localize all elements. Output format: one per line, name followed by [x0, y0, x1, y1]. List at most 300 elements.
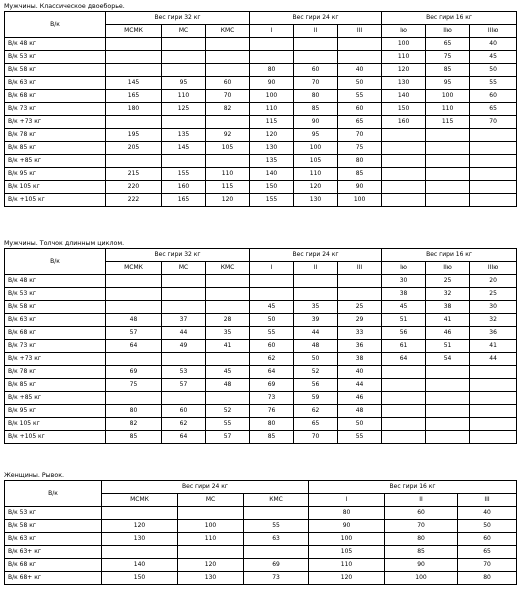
norm-cell: 115	[206, 181, 250, 194]
weight-category-cell: В/к 63 кг	[5, 314, 106, 327]
norm-cell: 60	[294, 64, 338, 77]
norm-cell: 50	[458, 520, 517, 533]
norm-cell: 55	[338, 431, 382, 444]
norm-cell: 60	[206, 77, 250, 90]
norm-cell: 80	[294, 90, 338, 103]
section-title: Мужчины. Толчок длинным циклом.	[4, 240, 125, 247]
weight-group-header: Вес гири 24 кг	[102, 481, 309, 494]
norm-cell	[206, 116, 250, 129]
table-row	[5, 353, 517, 366]
norm-cell: 64	[382, 353, 426, 366]
norm-cell: 160	[162, 181, 206, 194]
weight-category-cell: В/к 58 кг	[5, 301, 106, 314]
table-row	[5, 546, 517, 559]
section-title: Мужчины. Классическое двоеборье.	[4, 3, 125, 10]
norm-cell: 62	[294, 405, 338, 418]
norm-cell: 92	[206, 129, 250, 142]
norm-cell	[382, 379, 426, 392]
norm-cell: 45	[250, 301, 294, 314]
norm-cell: 85	[250, 431, 294, 444]
rank-header: I	[250, 25, 294, 38]
norm-cell: 115	[250, 116, 294, 129]
norm-cell: 41	[206, 340, 250, 353]
norm-cell: 155	[162, 168, 206, 181]
norm-cell: 110	[178, 533, 244, 546]
norm-cell: 65	[426, 38, 470, 51]
table-body	[5, 249, 517, 444]
norm-cell	[470, 418, 517, 431]
norm-cell: 120	[309, 572, 385, 585]
rank-header: МСМК	[106, 262, 162, 275]
table-row	[5, 51, 517, 64]
norm-cell	[250, 275, 294, 288]
norm-cell: 63	[244, 533, 309, 546]
norms-table	[4, 11, 517, 207]
norm-cell	[338, 38, 382, 51]
norm-cell: 30	[382, 275, 426, 288]
section-title: Женщины. Рывок.	[4, 472, 65, 479]
weight-category-cell: В/к 85 кг	[5, 379, 106, 392]
rank-header: IIю	[426, 25, 470, 38]
rank-header: II	[385, 494, 458, 507]
norm-cell: 49	[162, 340, 206, 353]
norm-cell	[162, 288, 206, 301]
norm-cell	[470, 431, 517, 444]
norm-cell	[470, 379, 517, 392]
norm-cell	[206, 51, 250, 64]
norm-cell	[470, 129, 517, 142]
norm-cell: 120	[102, 520, 178, 533]
norm-cell: 65	[294, 418, 338, 431]
norm-cell	[338, 51, 382, 64]
norm-cell: 57	[206, 431, 250, 444]
norm-cell: 100	[250, 90, 294, 103]
table-row	[5, 559, 517, 572]
weight-category-cell: В/к 58 кг	[5, 520, 102, 533]
weight-group-header: Вес гири 16 кг	[382, 12, 517, 25]
norm-cell	[426, 168, 470, 181]
table-row	[5, 155, 517, 168]
category-header: В/к	[5, 481, 102, 507]
norm-cell	[106, 51, 162, 64]
rank-header: IIIю	[470, 25, 517, 38]
norm-cell: 44	[338, 379, 382, 392]
table-row	[5, 116, 517, 129]
norm-cell: 36	[470, 327, 517, 340]
norm-cell: 25	[426, 275, 470, 288]
norm-cell: 51	[382, 314, 426, 327]
norm-cell	[470, 405, 517, 418]
norm-cell: 62	[162, 418, 206, 431]
norm-cell	[470, 181, 517, 194]
table-row	[5, 340, 517, 353]
norm-cell: 90	[294, 116, 338, 129]
rank-header: МСМК	[102, 494, 178, 507]
weight-category-cell: В/к +105 кг	[5, 431, 106, 444]
rank-header: Iю	[382, 262, 426, 275]
norm-cell: 48	[294, 340, 338, 353]
norm-cell: 50	[470, 64, 517, 77]
header-row-groups	[5, 249, 517, 262]
norm-cell: 110	[426, 103, 470, 116]
norm-cell: 125	[162, 103, 206, 116]
norm-cell	[162, 392, 206, 405]
norm-cell	[382, 129, 426, 142]
table-row	[5, 301, 517, 314]
norm-cell: 32	[426, 288, 470, 301]
norm-cell	[294, 275, 338, 288]
norm-cell: 75	[106, 379, 162, 392]
norm-cell: 73	[250, 392, 294, 405]
norm-cell	[206, 155, 250, 168]
norm-cell: 35	[294, 301, 338, 314]
norm-cell: 45	[206, 366, 250, 379]
norm-cell: 95	[426, 77, 470, 90]
norm-cell: 32	[470, 314, 517, 327]
norm-cell	[294, 288, 338, 301]
norm-cell: 120	[294, 181, 338, 194]
norm-cell: 110	[382, 51, 426, 64]
norm-cell	[426, 392, 470, 405]
table-row	[5, 533, 517, 546]
header-row-groups	[5, 481, 517, 494]
norm-cell	[382, 142, 426, 155]
norm-cell: 64	[106, 340, 162, 353]
norm-cell	[426, 418, 470, 431]
weight-category-cell: В/к +85 кг	[5, 392, 106, 405]
norm-cell: 44	[162, 327, 206, 340]
norm-cell: 82	[206, 103, 250, 116]
norm-cell: 20	[470, 275, 517, 288]
weight-group-header: Вес гири 24 кг	[250, 12, 382, 25]
norm-cell	[382, 392, 426, 405]
rank-header: МС	[178, 494, 244, 507]
norm-cell: 100	[382, 38, 426, 51]
rank-header: МСМК	[106, 25, 162, 38]
norm-cell: 60	[162, 405, 206, 418]
norm-cell: 36	[338, 340, 382, 353]
norm-cell: 48	[338, 405, 382, 418]
table-row	[5, 168, 517, 181]
norm-cell: 80	[250, 418, 294, 431]
norm-cell	[106, 155, 162, 168]
norm-cell: 38	[382, 288, 426, 301]
norm-cell	[206, 301, 250, 314]
norm-cell: 100	[426, 90, 470, 103]
norm-cell	[244, 546, 309, 559]
weight-category-cell: В/к 68 кг	[5, 327, 106, 340]
table-row	[5, 77, 517, 90]
weight-category-cell: В/к 63 кг	[5, 77, 106, 90]
table-row	[5, 129, 517, 142]
norm-cell: 120	[206, 194, 250, 207]
norm-cell: 45	[382, 301, 426, 314]
norm-cell	[102, 546, 178, 559]
norm-cell	[162, 301, 206, 314]
category-header: В/к	[5, 249, 106, 275]
norm-cell: 73	[244, 572, 309, 585]
norm-cell	[294, 51, 338, 64]
table-body	[5, 12, 517, 207]
norm-cell: 105	[294, 155, 338, 168]
header-row-groups	[5, 12, 517, 25]
norm-cell: 29	[338, 314, 382, 327]
norm-cell: 38	[338, 353, 382, 366]
norm-cell: 40	[458, 507, 517, 520]
table-row	[5, 405, 517, 418]
norm-cell: 195	[106, 129, 162, 142]
norm-cell: 215	[106, 168, 162, 181]
norm-cell	[206, 353, 250, 366]
norm-cell	[426, 129, 470, 142]
norm-cell: 130	[250, 142, 294, 155]
norm-cell	[382, 366, 426, 379]
norm-cell	[162, 353, 206, 366]
norm-cell	[382, 418, 426, 431]
rank-header: МС	[162, 262, 206, 275]
table-row	[5, 507, 517, 520]
norm-cell: 35	[206, 327, 250, 340]
norm-cell	[178, 546, 244, 559]
rank-header: IIIю	[470, 262, 517, 275]
norm-cell: 80	[106, 405, 162, 418]
norm-cell: 60	[385, 507, 458, 520]
norm-cell: 25	[470, 288, 517, 301]
table-section-men-biathlon	[4, 3, 516, 207]
weight-category-cell: В/к +105 кг	[5, 194, 106, 207]
norm-cell: 57	[106, 327, 162, 340]
norm-cell: 150	[102, 572, 178, 585]
norm-cell: 64	[162, 431, 206, 444]
norm-cell: 37	[162, 314, 206, 327]
norm-cell	[162, 64, 206, 77]
rank-header: КМС	[244, 494, 309, 507]
norm-cell	[426, 366, 470, 379]
weight-category-cell: В/к 58 кг	[5, 64, 106, 77]
weight-category-cell: В/к 95 кг	[5, 405, 106, 418]
norm-cell: 222	[106, 194, 162, 207]
table-row	[5, 572, 517, 585]
norm-cell	[470, 142, 517, 155]
norm-cell: 145	[162, 142, 206, 155]
weight-category-cell: В/к 95 кг	[5, 168, 106, 181]
table-body	[5, 481, 517, 585]
norm-cell: 75	[426, 51, 470, 64]
norm-cell: 85	[426, 64, 470, 77]
norm-cell	[178, 507, 244, 520]
norm-cell: 115	[426, 116, 470, 129]
norm-cell: 65	[458, 546, 517, 559]
rank-header: Iю	[382, 25, 426, 38]
norm-cell	[162, 51, 206, 64]
weight-category-cell: В/к 48 кг	[5, 38, 106, 51]
norm-cell	[426, 379, 470, 392]
norm-cell	[162, 38, 206, 51]
norm-cell	[426, 405, 470, 418]
rank-header: КМС	[206, 262, 250, 275]
norm-cell: 25	[338, 301, 382, 314]
norm-cell: 69	[244, 559, 309, 572]
norm-cell: 64	[250, 366, 294, 379]
table-row	[5, 431, 517, 444]
norm-cell: 51	[426, 340, 470, 353]
norm-cell: 120	[250, 129, 294, 142]
norm-cell: 80	[385, 533, 458, 546]
norm-cell: 85	[338, 168, 382, 181]
norm-cell	[382, 431, 426, 444]
norm-cell	[162, 155, 206, 168]
table-row	[5, 392, 517, 405]
table-row	[5, 194, 517, 207]
table-row	[5, 520, 517, 533]
weight-category-cell: В/к 73 кг	[5, 103, 106, 116]
table-row	[5, 64, 517, 77]
norm-cell	[106, 353, 162, 366]
norm-cell: 70	[385, 520, 458, 533]
table-section-men-long-cycle	[4, 240, 516, 444]
weight-category-cell: В/к 105 кг	[5, 181, 106, 194]
rank-header: КМС	[206, 25, 250, 38]
norm-cell: 100	[385, 572, 458, 585]
norm-cell: 60	[458, 533, 517, 546]
norm-cell: 80	[338, 155, 382, 168]
norm-cell: 65	[470, 103, 517, 116]
norm-cell: 220	[106, 181, 162, 194]
norm-cell: 61	[382, 340, 426, 353]
norm-cell: 59	[294, 392, 338, 405]
rank-header: I	[250, 262, 294, 275]
rank-header: МС	[162, 25, 206, 38]
norm-cell: 90	[338, 181, 382, 194]
norm-cell: 130	[382, 77, 426, 90]
norm-cell	[426, 194, 470, 207]
norm-cell: 70	[206, 90, 250, 103]
norm-cell: 95	[162, 77, 206, 90]
norm-cell	[106, 275, 162, 288]
norm-cell: 85	[106, 431, 162, 444]
norm-cell: 60	[470, 90, 517, 103]
weight-category-cell: В/к 48 кг	[5, 275, 106, 288]
norm-cell: 55	[250, 327, 294, 340]
norm-cell	[294, 38, 338, 51]
category-header: В/к	[5, 12, 106, 38]
weight-category-cell: В/к 73 кг	[5, 340, 106, 353]
weight-category-cell: В/к 53 кг	[5, 288, 106, 301]
norm-cell: 62	[250, 353, 294, 366]
norm-cell: 40	[470, 38, 517, 51]
norm-cell: 110	[309, 559, 385, 572]
table-row	[5, 38, 517, 51]
norm-cell: 120	[178, 559, 244, 572]
norm-cell: 48	[106, 314, 162, 327]
norm-cell	[382, 155, 426, 168]
norm-cell: 40	[338, 64, 382, 77]
norm-cell	[470, 168, 517, 181]
norm-cell: 38	[426, 301, 470, 314]
norm-cell: 57	[162, 379, 206, 392]
norm-cell	[250, 38, 294, 51]
norms-table	[4, 480, 517, 585]
norm-cell: 70	[294, 431, 338, 444]
norm-cell: 180	[106, 103, 162, 116]
norm-cell: 110	[250, 103, 294, 116]
norm-cell: 165	[162, 194, 206, 207]
norm-cell	[426, 155, 470, 168]
norm-cell	[162, 116, 206, 129]
rank-header: III	[338, 262, 382, 275]
norm-cell: 52	[294, 366, 338, 379]
norm-cell: 140	[102, 559, 178, 572]
table-row	[5, 314, 517, 327]
norm-cell: 110	[206, 168, 250, 181]
norm-cell: 80	[250, 64, 294, 77]
weight-group-header: Вес гири 32 кг	[106, 249, 250, 262]
weight-group-header: Вес гири 24 кг	[250, 249, 382, 262]
rank-header: III	[458, 494, 517, 507]
table-row	[5, 288, 517, 301]
norm-cell: 60	[250, 340, 294, 353]
norm-cell: 70	[470, 116, 517, 129]
norm-cell: 90	[250, 77, 294, 90]
weight-category-cell: В/к 105 кг	[5, 418, 106, 431]
norm-cell: 65	[338, 116, 382, 129]
norm-cell: 75	[338, 142, 382, 155]
norm-cell: 70	[338, 129, 382, 142]
table-row	[5, 90, 517, 103]
norm-cell: 82	[106, 418, 162, 431]
table-row	[5, 275, 517, 288]
table-row	[5, 327, 517, 340]
norm-cell: 135	[250, 155, 294, 168]
norm-cell: 45	[470, 51, 517, 64]
weight-category-cell: В/к 53 кг	[5, 507, 102, 520]
norm-cell: 50	[338, 418, 382, 431]
norm-cell: 110	[294, 168, 338, 181]
norm-cell	[106, 64, 162, 77]
norm-cell: 85	[294, 103, 338, 116]
norm-cell: 205	[106, 142, 162, 155]
norms-table	[4, 248, 517, 444]
norm-cell: 100	[338, 194, 382, 207]
rank-header: III	[338, 25, 382, 38]
norm-cell: 48	[206, 379, 250, 392]
norm-cell	[206, 64, 250, 77]
norm-cell: 130	[178, 572, 244, 585]
norm-cell: 54	[426, 353, 470, 366]
weight-group-header: Вес гири 32 кг	[106, 12, 250, 25]
norm-cell: 39	[294, 314, 338, 327]
norm-cell: 50	[294, 353, 338, 366]
norm-cell	[106, 38, 162, 51]
norm-cell: 100	[178, 520, 244, 533]
norm-cell: 76	[250, 405, 294, 418]
norm-cell: 85	[385, 546, 458, 559]
norm-cell	[106, 288, 162, 301]
norm-cell: 140	[382, 90, 426, 103]
norm-cell	[206, 392, 250, 405]
norm-cell: 56	[382, 327, 426, 340]
norm-cell: 30	[470, 301, 517, 314]
norm-cell: 140	[250, 168, 294, 181]
norm-cell	[470, 366, 517, 379]
norm-cell: 90	[385, 559, 458, 572]
norm-cell	[470, 194, 517, 207]
weight-category-cell: В/к 53 кг	[5, 51, 106, 64]
norm-cell	[426, 142, 470, 155]
norm-cell: 53	[162, 366, 206, 379]
norm-cell: 120	[382, 64, 426, 77]
weight-group-header: Вес гири 16 кг	[382, 249, 517, 262]
